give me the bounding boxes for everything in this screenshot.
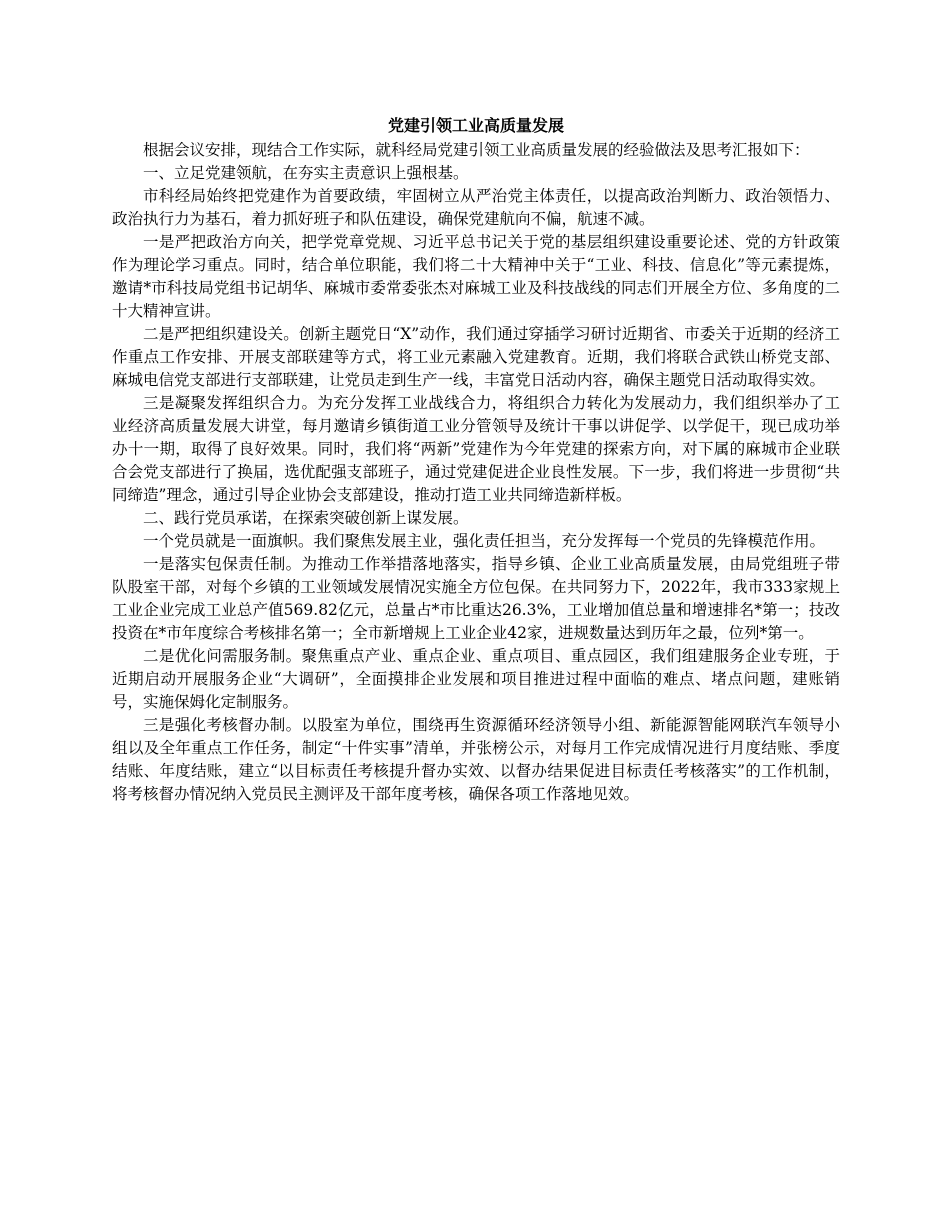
paragraph-responsibility-system: 一是落实包保责任制。为推动工作举措落地落实，指导乡镇、企业工业高质量发展，由局党组班子带队股室干部，对每个乡镇的工业领域发展情况实施全方位包保。在共同努力下，2022年，我市333家规上工业企业完成工业总产值569.82亿元，总量占*市比重达26.3%，工业增加值总量和增速排名*第一；技改投资在*市年度综合考核排名第一；全市新增规上工业企业42家，进规数量达到历年之最，位列*第一。 [112,555,840,642]
document-page [112,114,840,806]
paragraph-service-system: 二是优化问需服务制。聚焦重点产业、重点企业、重点项目、重点园区，我们组建服务企业专班，于近期启动开展服务企业“大调研”，全面摸排企业发展和项目推进过程中面临的难点、堵点问题，建账销号，实施保姆化定制服务。 [112,647,840,711]
paragraph-section-1-summary: 市科经局始终把党建作为首要政绩，牢固树立从严治党主体责任，以提高政治判断力、政治领悟力、政治执行力为基石，着力抓好班子和队伍建设，确保党建航向不偏，航速不减。 [112,187,840,228]
section-heading-2: 二、践行党员承诺，在探索突破创新上谋发展。 [143,509,469,527]
document-title: 党建引领工业高质量发展 [387,116,564,135]
section-heading-1: 一、立足党建领航，在夯实主责意识上强根基。 [143,164,469,182]
paragraph-intro: 根据会议安排，现结合工作实际，就科经局党建引领工业高质量发展的经验做法及思考汇报如下： [143,141,810,159]
paragraph-organization-building: 二是严把组织建设关。创新主题党日“X”动作，我们通过穿插学习研讨近期省、市委关于近期的经济工作重点工作安排、开展支部联建等方式，将工业元素融入党建教育。近期，我们将联合武铁山桥党支部、麻城电信党支部进行支部联建，让党员走到生产一线，丰富党日活动内容，确保主题党日活动取得实效。 [112,325,840,389]
paragraph-section-2-summary: 一个党员就是一面旗帜。我们聚焦发展主业，强化责任担当，充分发挥每一个党员的先锋模范作用。 [143,532,826,550]
paragraph-political-direction: 一是严把政治方向关，把学党章党规、习近平总书记关于党的基层组织建设重要论述、党的方针政策作为理论学习重点。同时，结合单位职能，我们将二十大精神中关于“工业、科技、信息化”等元素提炼，邀请*市科技局党组书记胡华、麻城市委常委张杰对麻城工业及科技战线的同志们开展全方位、多角度的二十大精神宣讲。 [112,233,840,320]
paragraph-organization-synergy: 三是凝聚发挥组织合力。为充分发挥工业战线合力，将组织合力转化为发展动力，我们组织举办了工业经济高质量发展大讲堂，每月邀请乡镇街道工业分管领导及统计干事以讲促学、以学促干，现已成功举办十一期，取得了良好效果。同时，我们将“两新”党建作为今年党建的探索方向，对下属的麻城市企业联合会党支部进行了换届，选优配强支部班子，通过党建促进企业良性发展。下一步，我们将进一步贯彻“共同缔造”理念，通过引导企业协会支部建设，推动打造工业共同缔造新样板。 [112,394,840,504]
paragraph-supervision-system: 三是强化考核督办制。以股室为单位，围绕再生资源循环经济领导小组、新能源智能网联汽车领导小组以及全年重点工作任务，制定“十件实事”清单，并张榜公示，对每月工作完成情况进行月度结账、季度结账、年度结账，建立“以目标责任考核提升督办实效、以督办结果促进目标责任考核落实”的工作机制，将考核督办情况纳入党员民主测评及干部年度考核，确保各项工作落地见效。 [112,716,840,803]
